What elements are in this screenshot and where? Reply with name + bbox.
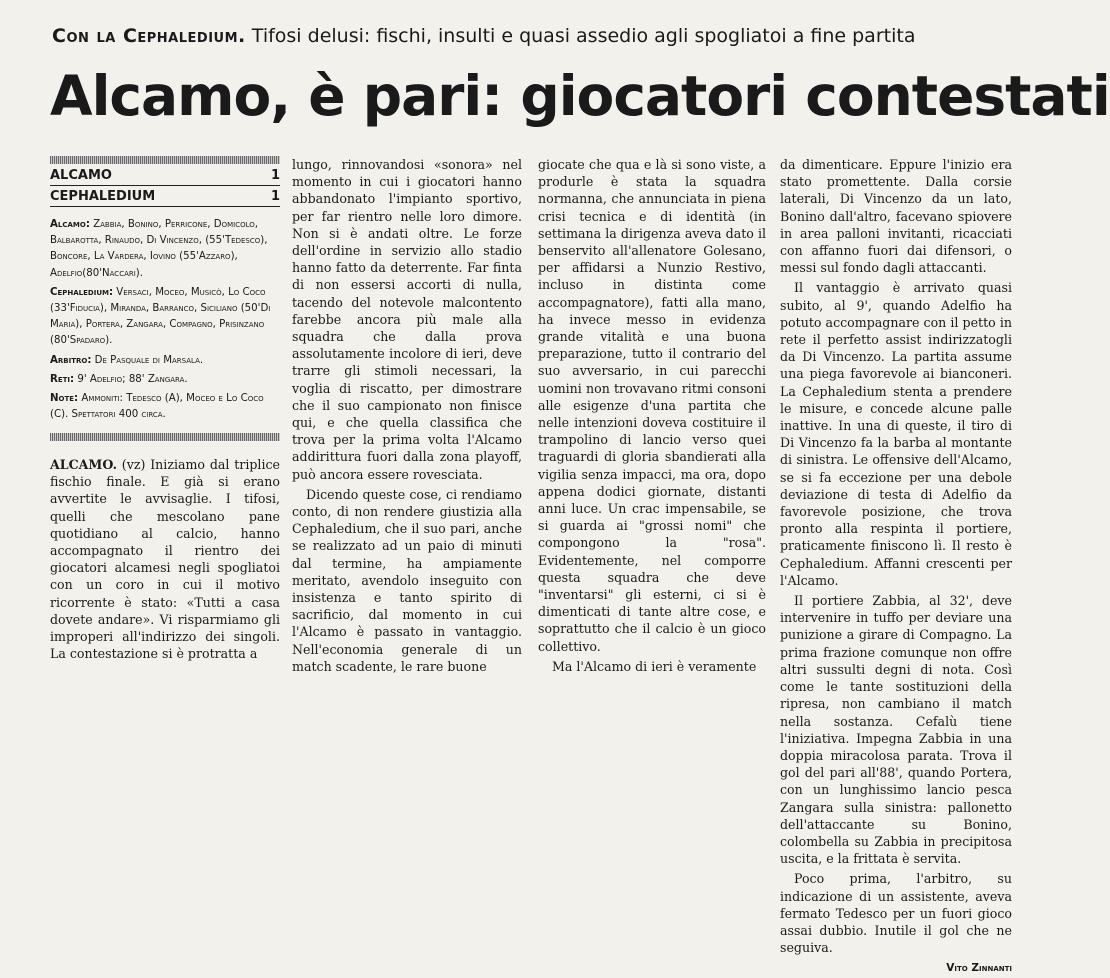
article-paragraph-3: Ma l'Alcamo di ieri è veramente: [552, 658, 757, 674]
team-row-home: [50, 167, 280, 186]
team-row-away: [50, 188, 280, 207]
referee: [50, 353, 280, 369]
notes-text: Ammoniti: Tedesco (A), Moceo e Lo Coco (C). Spettatori 400 circa.: [50, 393, 264, 421]
article-column-3: [538, 156, 766, 676]
referee-label: Arbitro:: [50, 354, 92, 366]
kicker-text: Tifosi delusi: fischi, insulti e quasi assedio agli spogliatoi a fine partita: [251, 25, 916, 47]
notes-label: Note:: [50, 393, 79, 405]
lineup-alcamo: [50, 217, 280, 282]
article-paragraph-2: Dicendo queste cose, ci rendiamo conto, di non rendere giustizia alla Cephaledium, che il suo pari, anche se realizzato ad un paio di minuti dal termine, ha ampiamente meritato, avendolo inseguito con insistenza e tanto spirito di sacrificio, dal momento in cui l'Alcamo è passato in vantaggio. Nell'economia generale di un match scadente, le rare buone: [292, 486, 522, 674]
kicker: [52, 22, 1012, 50]
goals: [50, 372, 280, 388]
article-lead: ALCAMO.: [50, 457, 117, 472]
team-name-home: ALCAMO: [50, 168, 112, 183]
article-paragraph-2-cont: giocate che qua e là si sono viste, a produrle è stata la squadra normanna, che annunciata in piena crisi tecnica e di identità (in settimana la dirigenza aveva dato il benservito all'allenatore Golesano, per affidarsi a Nunzio Restivo, incluso in distinta come accompagnatore), fatti alla mano, ha invece messo in evidenza grande vitalità e una buona preparazione, tutto il contrario del suo avversario, in cui parecchi uomini non trovavano ritmi consoni alle esigenze d'una partita che nelle intenzioni doveva costituire il trampolino di lancio verso quei traguardi di gloria sbandierati alla vigilia senza impacci, ma ora, dopo appena dodici giornate, distanti anni luce. Un crac impensabile, se si guarda ai "grossi nomi" che compongono la "rosa". Evidentemente, nel comporre questa squadra che deve "inventarsi" gli esterni, ci si è dimenticati di tante altre cose, e soprattutto che il calcio è un gioco collettivo.: [538, 157, 766, 654]
article-column-4: [780, 156, 1012, 975]
author-signature: Vito Zinnanti: [946, 962, 1012, 975]
lineup-cephaledium-label: Cephaledium:: [50, 286, 114, 298]
team-score-home: 1: [270, 168, 280, 183]
article-column-1: [50, 456, 280, 678]
goals-label: Reti:: [50, 373, 75, 385]
article-paragraph-1-cont: lungo, rinnovandosi «sonora» nel momento in cui i giocatori hanno abbandonato l'impianto sportivo, per far rientro nelle loro dimore. Non si è andati oltre. Le forze dell'ordine in servizio allo stadio hanno fatto da deterrente. Far finta di non essersi accorti di nulla, tacendo del notevole malcontento farebbe ancora più male alla squadra che dalla prova assolutamente incolore di ieri, deve trarre gli stimoli necessari, la voglia di riscatto, per dimostrare che il suo campionato non finisce qui, e che quella classifica che trova per la prima volta l'Alcamo addirittura fuori dalla zona playoff, può ancora essere rovesciata.: [292, 157, 522, 482]
goals-text: 9' Adelfio; 88' Zangara.: [77, 373, 188, 385]
kicker-section: Con la Cephaledium.: [52, 25, 246, 47]
scorebox: [50, 156, 280, 441]
team-score-away: 1: [270, 189, 280, 204]
article-paragraph-3-cont: da dimenticare. Eppure l'inizio era stato promettente. Dalla corsie laterali, Di Vincenzo da un lato, Bonino dall'altro, facevano spiovere in area palloni invitanti, ricacciati con affanno fuori dai difensori, o messi sul fondo dagli attaccanti.: [780, 157, 1012, 276]
lineup-cephaledium: [50, 285, 280, 350]
referee-text: De Pasquale di Marsala.: [94, 354, 204, 366]
team-name-away: CEPHALEDIUM: [50, 189, 156, 204]
article-paragraph-4: Il vantaggio è arrivato quasi subito, al 9', quando Adelfio ha potuto accompagnare con il petto in rete il perfetto assist indirizzatogli da Di Vincenzo. La partita assume una piega favorevole ai bianconeri. La Cephaledium stenta a prendere le misure, e concede alcune palle inattive. In una di queste, il tiro di Di Vincenzo fa la barba al montante di sinistra. Le offensive dell'Alcamo, se si fa eccezione per una debole deviazione di testa di Adelfio da favorevole posizione, che trova pronto alla respinta il portiere, praticamente finiscono lì. Il resto è Cephaledium. Affanni crescenti per l'Alcamo.: [780, 280, 1012, 588]
match-details: [50, 217, 280, 423]
lineup-alcamo-text: Zabbia, Bonino, Perricone, Domicolo, Balbarotta, Rinaudo, Di Vincenzo, (55'Tedesco), Boncore, La Vardera, Iovino (55'Azzaro), Adelfio(80'Naccari).: [50, 219, 268, 279]
article-paragraph-6: Poco prima, l'arbitro, su indicazione di un assistente, aveva fermato Tedesco per un fuori gioco assai dubbio. Inutile il gol che ne seguiva.: [780, 871, 1012, 956]
article-paragraph-5: Il portiere Zabbia, al 32', deve intervenire in tuffo per deviare una punizione a girare di Compagno. La prima frazione comunque non offre altri sussulti degni di nota. Così come le tante sostituzioni della ripresa, non cambiano il match nella sostanza. Cefalù tiene l'iniziativa. Impegna Zabbia in una doppia miracolosa parata. Trova il gol del pari all'88', quando Portera, con un lunghissimo lancio pesca Zangara sulla sinistra: pallonetto dell'attaccante su Bonino, colombella su Zabbia in precipitosa uscita, e la frittata è servita.: [780, 593, 1012, 867]
article-column-2: [292, 156, 522, 676]
lineup-cephaledium-text: Versaci, Moceo, Musicò, Lo Coco (33'Fiducia), Miranda, Barranco, Siciliano (50'Di Maria), Portera, Zangara, Compagno, Prisinzano (80'Spadaro).: [50, 286, 271, 347]
lineup-alcamo-label: Alcamo:: [50, 219, 90, 230]
notes: [50, 391, 280, 423]
headline: Alcamo, è pari: giocatori contestati: [50, 64, 1110, 128]
scorebox-top-rule: [50, 156, 280, 164]
article-paragraph-1: ALCAMO. (vz) Iniziamo dal triplice fischio finale. E già si erano avvertite le avvisaglie. I tifosi, quelli che mescolano pane quotidiano al calcio, hanno accompagnato il rientro dei giocatori alcamesi negli spogliatoi con un coro in cui il motivo ricorrente è stato: «Tutti a casa dovete andare». Vi risparmiamo gli improperi all'indirizzo dei singoli. La contestazione si è protratta a: [50, 457, 280, 662]
scorebox-bottom-rule: [50, 433, 280, 441]
